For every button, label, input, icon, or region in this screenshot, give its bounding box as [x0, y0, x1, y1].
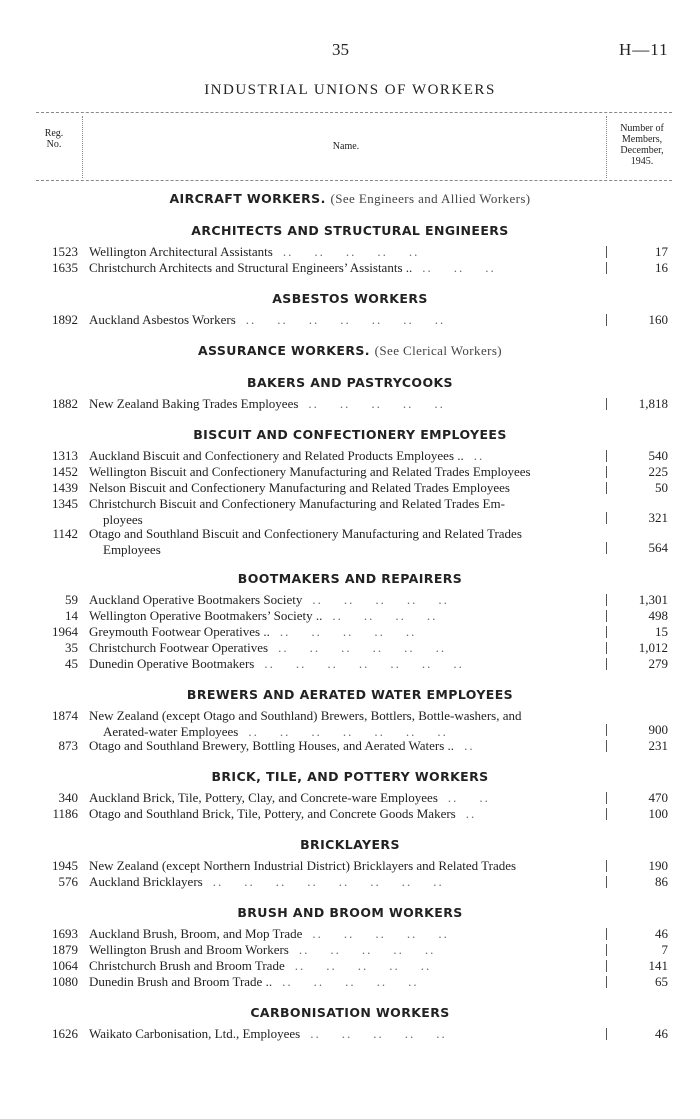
member-count: 564: [612, 540, 668, 556]
union-section: [0, 222, 700, 276]
column-header-name: Name.: [332, 141, 360, 152]
union-row: [0, 592, 700, 608]
registration-number: 1064: [52, 958, 78, 973]
section-title: [0, 686, 700, 704]
dot-leader: .. .. .. .. .. .. .. ..: [212, 874, 444, 889]
union-row: [0, 974, 700, 990]
dot-leader: .. .. .. .. .. .. ..: [264, 656, 464, 671]
union-name-text: Wellington Brush and Broom Workers: [89, 942, 289, 957]
union-section: [0, 374, 700, 412]
union-row: [0, 958, 700, 974]
union-name-continuation: Employees: [103, 542, 161, 557]
union-name: [89, 942, 601, 958]
member-count: 1,301: [612, 592, 668, 608]
union-name: [89, 1026, 601, 1042]
dot-leader: ..: [465, 806, 477, 821]
union-name-text: Auckland Brush, Broom, and Mop Trade: [89, 926, 303, 941]
union-row: [0, 480, 700, 496]
registration-number: 1635: [52, 260, 78, 275]
union-row: [0, 244, 700, 260]
union-name-continuation: Aerated-water Employees: [103, 724, 239, 739]
union-name-text: Wellington Architectural Assistants: [89, 244, 273, 259]
page-number: 35: [332, 40, 349, 59]
union-name-text: Christchurch Architects and Structural Engineers’ Assistants ..: [89, 260, 413, 275]
union-section: [0, 190, 700, 208]
union-name-text: Auckland Brick, Tile, Pottery, Clay, and Concrete-ware Employees: [89, 790, 438, 805]
union-name: [89, 312, 601, 328]
registration-number: 1523: [52, 244, 78, 259]
registration-number: 1892: [52, 312, 78, 327]
section-cross-reference: (See Clerical Workers): [374, 343, 503, 358]
union-name-text: Dunedin Operative Bootmakers: [89, 656, 255, 671]
member-count: 86: [612, 874, 668, 890]
registration-number: 1186: [52, 806, 78, 821]
union-row: [0, 260, 700, 276]
union-section: [0, 570, 700, 672]
column-header-members: [610, 123, 674, 167]
section-title: [0, 768, 700, 786]
dot-leader: .. .. .. .. .. .. ..: [248, 724, 448, 739]
union-name-text: Auckland Bricklayers: [89, 874, 203, 889]
registration-number: 14: [65, 608, 78, 623]
section-title-text: BRICKLAYERS: [300, 837, 400, 852]
union-row: [0, 496, 700, 526]
column-header-reg: [38, 128, 70, 150]
member-count: 540: [612, 448, 668, 464]
member-count: 15: [612, 624, 668, 640]
union-name-text: Christchurch Biscuit and Confectionery Manufacturing and Related Trades Em-: [89, 496, 505, 511]
union-row: [0, 942, 700, 958]
dot-leader: .. .. .. .. ..: [294, 958, 432, 973]
registration-number: 576: [58, 874, 78, 889]
member-count: 321: [612, 510, 668, 526]
union-row: [0, 708, 700, 738]
column-header-members-line: December,: [620, 145, 664, 156]
dot-leader: .. .. .. .. .. ..: [278, 640, 447, 655]
union-name-text: New Zealand (except Northern Industrial District) Bricklayers and Related Trades: [89, 858, 517, 873]
member-count: 16: [612, 260, 668, 276]
dot-leader: .. ..: [447, 790, 490, 805]
member-count: 1,012: [612, 640, 668, 656]
union-row: [0, 926, 700, 942]
union-name: [89, 526, 601, 558]
union-row: [0, 806, 700, 822]
union-section: [0, 768, 700, 822]
union-name-text: Otago and Southland Brick, Tile, Pottery, and Concrete Goods Makers: [89, 806, 456, 821]
section-title-text: BOOTMAKERS AND REPAIRERS: [237, 571, 463, 586]
union-section: [0, 426, 700, 556]
registration-number: 1452: [52, 464, 78, 479]
section-title: [0, 570, 700, 588]
registration-number: 1313: [52, 448, 78, 463]
union-row: [0, 790, 700, 806]
section-title-text: AIRCRAFT WORKERS.: [169, 191, 326, 206]
dot-leader: .. .. .. .. ..: [312, 592, 449, 607]
dot-leader: .. .. .. .. ..: [298, 942, 436, 957]
union-name-text: Christchurch Brush and Broom Trade: [89, 958, 285, 973]
union-name: [89, 464, 601, 480]
union-row: [0, 464, 700, 480]
union-name-text: Otago and Southland Biscuit and Confectionery Manufacturing and Related Trades: [89, 526, 522, 541]
registration-number: 1879: [52, 942, 78, 957]
member-count: 46: [612, 926, 668, 942]
dot-leader: .. .. .. ..: [332, 608, 438, 623]
dot-leader: .. .. .. .. ..: [308, 396, 445, 411]
union-row: [0, 656, 700, 672]
union-name-text: Christchurch Footwear Operatives: [89, 640, 269, 655]
member-count: 470: [612, 790, 668, 806]
header-divider: [606, 116, 607, 178]
registration-number: 1882: [52, 396, 78, 411]
header-rule-top: [36, 112, 672, 113]
union-row: [0, 1026, 700, 1042]
dot-leader: .. .. .. .. ..: [312, 926, 449, 941]
union-name: [89, 790, 601, 806]
section-title: [0, 222, 700, 240]
section-cross-reference: (See Engineers and Allied Workers): [330, 191, 531, 206]
section-title-text: ARCHITECTS AND STRUCTURAL ENGINEERS: [191, 223, 509, 238]
dot-leader: .. .. .. .. ..: [282, 244, 420, 259]
section-title: [0, 1004, 700, 1022]
registration-number: 340: [58, 790, 78, 805]
union-name-continuation: ployees: [103, 512, 143, 527]
union-name: [89, 624, 601, 640]
section-title: [0, 426, 700, 444]
union-name: [89, 592, 601, 608]
column-header-members-line: Number of: [620, 123, 664, 134]
member-count: 900: [612, 722, 668, 738]
union-row: [0, 624, 700, 640]
registration-number: 1080: [52, 974, 78, 989]
union-name: [89, 858, 601, 874]
section-title: [0, 836, 700, 854]
union-name: [89, 260, 601, 276]
section-title-text: BRICK, TILE, AND POTTERY WORKERS: [211, 769, 489, 784]
section-title-text: BREWERS AND AERATED WATER EMPLOYEES: [186, 687, 514, 702]
section-title: [0, 342, 700, 360]
registration-number: 45: [65, 656, 78, 671]
registration-number: 35: [65, 640, 78, 655]
page-title: INDUSTRIAL UNIONS OF WORKERS: [204, 82, 496, 98]
union-name: [89, 656, 601, 672]
union-row: [0, 526, 700, 556]
union-row: [0, 608, 700, 624]
member-count: 50: [612, 480, 668, 496]
member-count: 141: [612, 958, 668, 974]
union-row: [0, 738, 700, 754]
union-name: [89, 926, 601, 942]
member-count: 160: [612, 312, 668, 328]
member-count: 100: [612, 806, 668, 822]
union-name-text: Wellington Operative Bootmakers’ Society ..: [89, 608, 323, 623]
union-name-text: Wellington Biscuit and Confectionery Manufacturing and Related Trades Employees: [89, 464, 531, 479]
union-name-text: New Zealand Baking Trades Employees: [89, 396, 299, 411]
registration-number: 1693: [52, 926, 78, 941]
union-name-text: Otago and Southland Brewery, Bottling Houses, and Aerated Waters ..: [89, 738, 455, 753]
column-header-members-line: 1945.: [630, 156, 654, 167]
member-count: 65: [612, 974, 668, 990]
dot-leader: .. .. .. .. ..: [279, 624, 417, 639]
union-name-text: Auckland Operative Bootmakers Society: [89, 592, 303, 607]
union-list: [0, 190, 700, 1056]
section-title-text: ASBESTOS WORKERS: [272, 291, 428, 306]
union-row: [0, 858, 700, 874]
member-count: 7: [612, 942, 668, 958]
header-rule-bottom: [36, 180, 672, 181]
union-name: [89, 396, 601, 412]
union-name: [89, 738, 601, 754]
section-title: [0, 290, 700, 308]
union-name-text: Auckland Biscuit and Confectionery and Related Products Employees ..: [89, 448, 464, 463]
union-name: [89, 874, 601, 890]
column-header-reg-line: Reg.: [44, 128, 64, 139]
union-name-text: Nelson Biscuit and Confectionery Manufacturing and Related Trades Employees: [89, 480, 510, 495]
registration-number: 1439: [52, 480, 78, 495]
dot-leader: ..: [473, 448, 485, 463]
dot-leader: .. .. ..: [422, 260, 496, 275]
registration-number: 1626: [52, 1026, 78, 1041]
member-count: 279: [612, 656, 668, 672]
union-name: [89, 608, 601, 624]
registration-number: 59: [65, 592, 78, 607]
section-title-text: BAKERS AND PASTRYCOOKS: [247, 375, 453, 390]
union-name: [89, 448, 601, 464]
union-name: [89, 496, 601, 528]
dot-leader: .. .. .. .. ..: [310, 1026, 447, 1041]
registration-number: 1874: [52, 708, 78, 723]
registration-number: 1945: [52, 858, 78, 873]
union-row: [0, 312, 700, 328]
union-row: [0, 448, 700, 464]
column-header-reg-line: No.: [46, 139, 62, 150]
member-count: 17: [612, 244, 668, 260]
section-title: [0, 904, 700, 922]
member-count: 498: [612, 608, 668, 624]
member-count: 1,818: [612, 396, 668, 412]
union-name-text: Dunedin Brush and Broom Trade ..: [89, 974, 273, 989]
union-name: [89, 806, 601, 822]
member-count: 190: [612, 858, 668, 874]
union-section: [0, 290, 700, 328]
union-section: [0, 836, 700, 890]
union-section: [0, 904, 700, 990]
union-name: [89, 640, 601, 656]
union-section: [0, 686, 700, 754]
union-name: [89, 244, 601, 260]
section-title-text: BISCUIT AND CONFECTIONERY EMPLOYEES: [193, 427, 507, 442]
union-name: [89, 958, 601, 974]
union-row: [0, 396, 700, 412]
union-name-text: Greymouth Footwear Operatives ..: [89, 624, 270, 639]
section-title-text: BRUSH AND BROOM WORKERS: [237, 905, 463, 920]
section-title: [0, 190, 700, 208]
union-name: [89, 708, 601, 740]
header-divider: [82, 116, 83, 178]
member-count: 231: [612, 738, 668, 754]
document-reference: H—11: [619, 40, 669, 59]
union-row: [0, 874, 700, 890]
dot-leader: .. .. .. .. .. .. ..: [245, 312, 446, 327]
union-name: [89, 974, 601, 990]
member-count: 225: [612, 464, 668, 480]
union-section: [0, 1004, 700, 1042]
union-name: [89, 480, 601, 496]
section-title-text: ASSURANCE WORKERS.: [197, 343, 370, 358]
registration-number: 1345: [52, 496, 78, 511]
union-name-text: New Zealand (except Otago and Southland) Brewers, Bottlers, Bottle-washers, and: [89, 708, 522, 723]
union-row: [0, 640, 700, 656]
section-title: [0, 374, 700, 392]
member-count: 46: [612, 1026, 668, 1042]
dot-leader: ..: [464, 738, 475, 753]
column-header-members-line: Members,: [621, 134, 663, 145]
union-section: [0, 342, 700, 360]
union-name-text: Auckland Asbestos Workers: [89, 312, 236, 327]
registration-number: 1142: [52, 526, 78, 541]
registration-number: 1964: [52, 624, 78, 639]
union-name-text: Waikato Carbonisation, Ltd., Employees: [89, 1026, 301, 1041]
section-title-text: CARBONISATION WORKERS: [250, 1005, 450, 1020]
dot-leader: .. .. .. .. ..: [282, 974, 419, 989]
registration-number: 873: [58, 738, 78, 753]
